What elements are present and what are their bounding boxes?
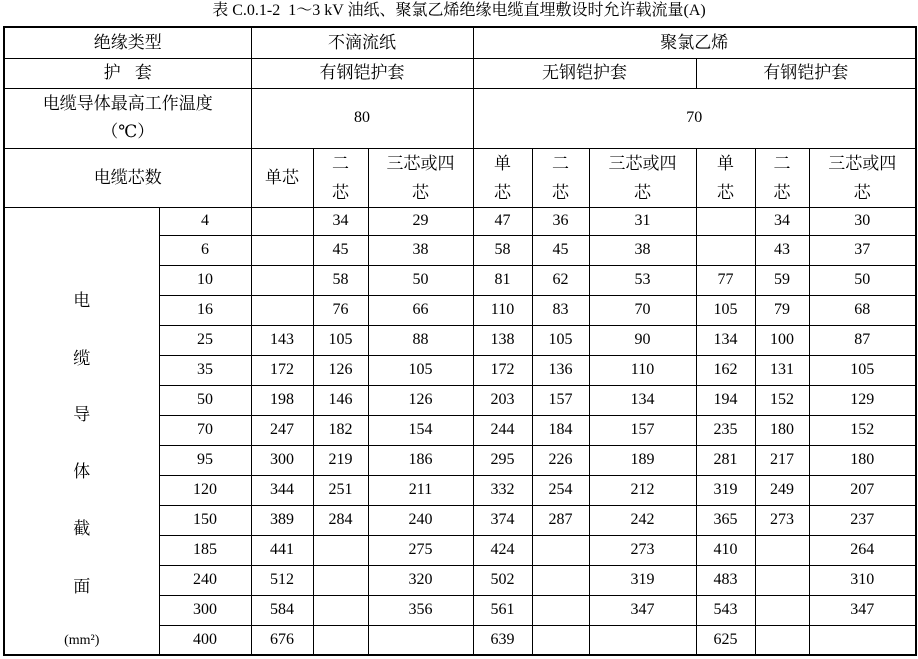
ampacity-cell — [755, 595, 809, 625]
ampacity-cell: 625 — [696, 625, 755, 655]
cores-header-text: 三芯或四芯 — [386, 153, 455, 202]
section-cell: 10 — [159, 265, 251, 295]
ampacity-cell: 126 — [313, 355, 368, 385]
ampacity-cell: 310 — [809, 565, 916, 595]
ampacity-cell: 332 — [473, 475, 532, 505]
ampacity-cell: 410 — [696, 535, 755, 565]
ampacity-cell: 152 — [755, 385, 809, 415]
ampacity-cell: 275 — [368, 535, 473, 565]
max-temp-label-line1: 电缆导体最高工作温度 — [42, 94, 213, 113]
ampacity-cell: 319 — [696, 475, 755, 505]
ampacity-cell: 483 — [696, 565, 755, 595]
cores-header: 单芯 — [251, 148, 313, 207]
ampacity-cell: 31 — [589, 207, 696, 235]
ampacity-cell: 43 — [755, 235, 809, 265]
ampacity-cell: 134 — [589, 385, 696, 415]
ampacity-cell: 110 — [473, 295, 532, 325]
temp-paper: 80 — [251, 88, 473, 148]
ampacity-cell: 235 — [696, 415, 755, 445]
ampacity-cell: 273 — [755, 505, 809, 535]
section-label-char: 体 — [73, 461, 91, 481]
ampacity-cell: 70 — [589, 295, 696, 325]
ampacity-cell: 184 — [532, 415, 589, 445]
ampacity-cell: 88 — [368, 325, 473, 355]
ampacity-cell: 217 — [755, 445, 809, 475]
ampacity-cell: 38 — [368, 235, 473, 265]
cores-header-text: 三芯或四芯 — [828, 153, 897, 202]
ampacity-cell: 105 — [313, 325, 368, 355]
section-cell: 16 — [159, 295, 251, 325]
ampacity-cell — [251, 265, 313, 295]
ampacity-cell: 154 — [368, 415, 473, 445]
section-label-char: 导 — [73, 404, 91, 424]
ampacity-cell: 50 — [809, 265, 916, 295]
cores-header — [473, 148, 532, 207]
section-cell: 185 — [159, 535, 251, 565]
ampacity-cell: 47 — [473, 207, 532, 235]
ampacity-cell: 347 — [809, 595, 916, 625]
ampacity-cell: 129 — [809, 385, 916, 415]
header-row-cores — [4, 148, 916, 207]
ampacity-cell: 254 — [532, 475, 589, 505]
cores-header — [313, 148, 368, 207]
section-cell: 300 — [159, 595, 251, 625]
ampacity-cell: 182 — [313, 415, 368, 445]
ampacity-cell — [251, 207, 313, 235]
ampacity-cell: 207 — [809, 475, 916, 505]
cores-header — [809, 148, 916, 207]
ampacity-cell: 237 — [809, 505, 916, 535]
section-cell: 240 — [159, 565, 251, 595]
conductor-section-label — [4, 207, 159, 655]
ampacity-cell: 152 — [809, 415, 916, 445]
ampacity-cell: 76 — [313, 295, 368, 325]
sheath-label-text: 护 套 — [103, 63, 152, 82]
cores-header — [589, 148, 696, 207]
ampacity-cell: 300 — [251, 445, 313, 475]
ampacity-cell — [251, 235, 313, 265]
header-row-sheath — [4, 58, 916, 88]
ampacity-cell: 45 — [532, 235, 589, 265]
insulation-paper-header: 不滴流纸 — [251, 27, 473, 58]
ampacity-cell: 212 — [589, 475, 696, 505]
ampacity-cell: 249 — [755, 475, 809, 505]
section-unit: (mm²) — [64, 632, 100, 648]
ampacity-cell: 34 — [313, 207, 368, 235]
ampacity-cell: 105 — [532, 325, 589, 355]
ampacity-cell: 676 — [251, 625, 313, 655]
section-cell: 95 — [159, 445, 251, 475]
insulation-type-label: 绝缘类型 — [4, 27, 251, 58]
ampacity-cell: 131 — [755, 355, 809, 385]
ampacity-cell: 172 — [251, 355, 313, 385]
section-label-char: 面 — [73, 576, 91, 596]
cores-header-text: 二芯 — [332, 153, 349, 202]
ampacity-cell: 240 — [368, 505, 473, 535]
ampacity-cell: 374 — [473, 505, 532, 535]
ampacity-cell: 58 — [473, 235, 532, 265]
ampacity-cell: 90 — [589, 325, 696, 355]
ampacity-cell: 50 — [368, 265, 473, 295]
ampacity-cell: 180 — [755, 415, 809, 445]
ampacity-cell: 639 — [473, 625, 532, 655]
ampacity-cell — [313, 595, 368, 625]
section-cell: 4 — [159, 207, 251, 235]
cores-header-text: 三芯或四芯 — [608, 153, 677, 202]
ampacity-cell: 134 — [696, 325, 755, 355]
ampacity-cell: 87 — [809, 325, 916, 355]
conductor-section-label-chars — [5, 211, 159, 651]
sheath-paper-armored: 有钢铠护套 — [251, 58, 473, 88]
insulation-pvc-header: 聚氯乙烯 — [473, 27, 916, 58]
table-title: 表 C.0.1-2 1～3 kV 油纸、聚氯乙烯绝缘电缆直埋敷设时允许载流量(A) — [212, 2, 706, 19]
ampacity-cell: 244 — [473, 415, 532, 445]
ampacity-cell: 136 — [532, 355, 589, 385]
ampacity-cell: 157 — [532, 385, 589, 415]
ampacity-cell — [313, 535, 368, 565]
section-label-char: 截 — [73, 518, 91, 538]
section-cell: 50 — [159, 385, 251, 415]
sheath-pvc-unarmored: 无钢铠护套 — [473, 58, 696, 88]
ampacity-cell: 34 — [755, 207, 809, 235]
ampacity-cell: 203 — [473, 385, 532, 415]
cores-header-text: 单芯 — [717, 153, 734, 202]
ampacity-cell: 38 — [589, 235, 696, 265]
ampacity-cell: 584 — [251, 595, 313, 625]
ampacity-cell: 81 — [473, 265, 532, 295]
cores-header-text: 二芯 — [773, 153, 791, 202]
ampacity-cell: 37 — [809, 235, 916, 265]
ampacity-cell — [251, 295, 313, 325]
sheath-pvc-armored: 有钢铠护套 — [696, 58, 916, 88]
section-cell: 70 — [159, 415, 251, 445]
ampacity-cell — [755, 535, 809, 565]
ampacity-cell — [313, 565, 368, 595]
ampacity-cell: 344 — [251, 475, 313, 505]
ampacity-cell: 186 — [368, 445, 473, 475]
cores-header — [696, 148, 755, 207]
ampacity-cell: 356 — [368, 595, 473, 625]
ampacity-cell: 143 — [251, 325, 313, 355]
ampacity-cell: 251 — [313, 475, 368, 505]
table-row — [4, 207, 916, 235]
ampacity-cell: 247 — [251, 415, 313, 445]
ampacity-cell: 365 — [696, 505, 755, 535]
cores-header-text: 二芯 — [552, 153, 569, 202]
max-temp-label-unit: （℃） — [101, 122, 155, 141]
ampacity-cell — [368, 625, 473, 655]
ampacity-cell: 157 — [589, 415, 696, 445]
ampacity-cell: 441 — [251, 535, 313, 565]
ampacity-cell — [696, 235, 755, 265]
ampacity-cell — [532, 535, 589, 565]
ampacity-cell — [755, 565, 809, 595]
ampacity-cell: 30 — [809, 207, 916, 235]
section-cell: 35 — [159, 355, 251, 385]
section-label-char: 缆 — [73, 348, 91, 368]
ampacity-cell: 138 — [473, 325, 532, 355]
ampacity-cell: 242 — [589, 505, 696, 535]
header-row-temperature — [4, 88, 916, 148]
cores-header — [368, 148, 473, 207]
cores-label: 电缆芯数 — [4, 148, 251, 207]
ampacity-cell: 226 — [532, 445, 589, 475]
ampacity-cell: 126 — [368, 385, 473, 415]
ampacity-cell: 295 — [473, 445, 532, 475]
ampacity-cell: 219 — [313, 445, 368, 475]
ampacity-cell: 172 — [473, 355, 532, 385]
sheath-label — [4, 58, 251, 88]
ampacity-cell: 287 — [532, 505, 589, 535]
header-row-insulation — [4, 27, 916, 58]
ampacity-cell: 29 — [368, 207, 473, 235]
ampacity-cell: 146 — [313, 385, 368, 415]
ampacity-cell: 264 — [809, 535, 916, 565]
ampacity-cell — [532, 595, 589, 625]
ampacity-cell: 83 — [532, 295, 589, 325]
ampacity-cell: 79 — [755, 295, 809, 325]
ampacity-cell — [809, 625, 916, 655]
temp-pvc: 70 — [473, 88, 916, 148]
section-cell: 6 — [159, 235, 251, 265]
ampacity-cell: 77 — [696, 265, 755, 295]
ampacity-cell: 58 — [313, 265, 368, 295]
ampacity-cell: 162 — [696, 355, 755, 385]
ampacity-cell: 180 — [809, 445, 916, 475]
ampacity-cell: 543 — [696, 595, 755, 625]
ampacity-cell: 68 — [809, 295, 916, 325]
ampacity-cell: 45 — [313, 235, 368, 265]
ampacity-cell: 273 — [589, 535, 696, 565]
max-temp-label — [4, 88, 251, 148]
section-label-char: 电 — [73, 290, 91, 310]
ampacity-cell: 347 — [589, 595, 696, 625]
ampacity-cell: 36 — [532, 207, 589, 235]
ampacity-cell: 110 — [589, 355, 696, 385]
ampacity-cell: 198 — [251, 385, 313, 415]
section-cell: 150 — [159, 505, 251, 535]
ampacity-cell: 512 — [251, 565, 313, 595]
cores-header — [532, 148, 589, 207]
ampacity-cell: 284 — [313, 505, 368, 535]
cores-header — [755, 148, 809, 207]
ampacity-cell: 502 — [473, 565, 532, 595]
ampacity-cell: 105 — [809, 355, 916, 385]
ampacity-cell: 561 — [473, 595, 532, 625]
cores-header-text: 单芯 — [494, 153, 511, 202]
ampacity-cell: 319 — [589, 565, 696, 595]
section-cell: 120 — [159, 475, 251, 505]
ampacity-cell — [755, 625, 809, 655]
ampacity-cell: 281 — [696, 445, 755, 475]
ampacity-cell — [532, 565, 589, 595]
ampacity-cell: 320 — [368, 565, 473, 595]
ampacity-cell — [696, 207, 755, 235]
ampacity-cell: 66 — [368, 295, 473, 325]
section-cell: 25 — [159, 325, 251, 355]
ampacity-cell: 53 — [589, 265, 696, 295]
ampacity-cell: 62 — [532, 265, 589, 295]
section-cell: 400 — [159, 625, 251, 655]
ampacity-cell: 100 — [755, 325, 809, 355]
ampacity-cell: 105 — [368, 355, 473, 385]
ampacity-cell — [589, 625, 696, 655]
ampacity-cell: 389 — [251, 505, 313, 535]
ampacity-cell — [313, 625, 368, 655]
ampacity-cell: 424 — [473, 535, 532, 565]
ampacity-cell: 59 — [755, 265, 809, 295]
ampacity-cell: 105 — [696, 295, 755, 325]
ampacity-table — [3, 26, 917, 656]
ampacity-cell: 194 — [696, 385, 755, 415]
ampacity-cell: 189 — [589, 445, 696, 475]
ampacity-cell — [532, 625, 589, 655]
ampacity-cell: 211 — [368, 475, 473, 505]
